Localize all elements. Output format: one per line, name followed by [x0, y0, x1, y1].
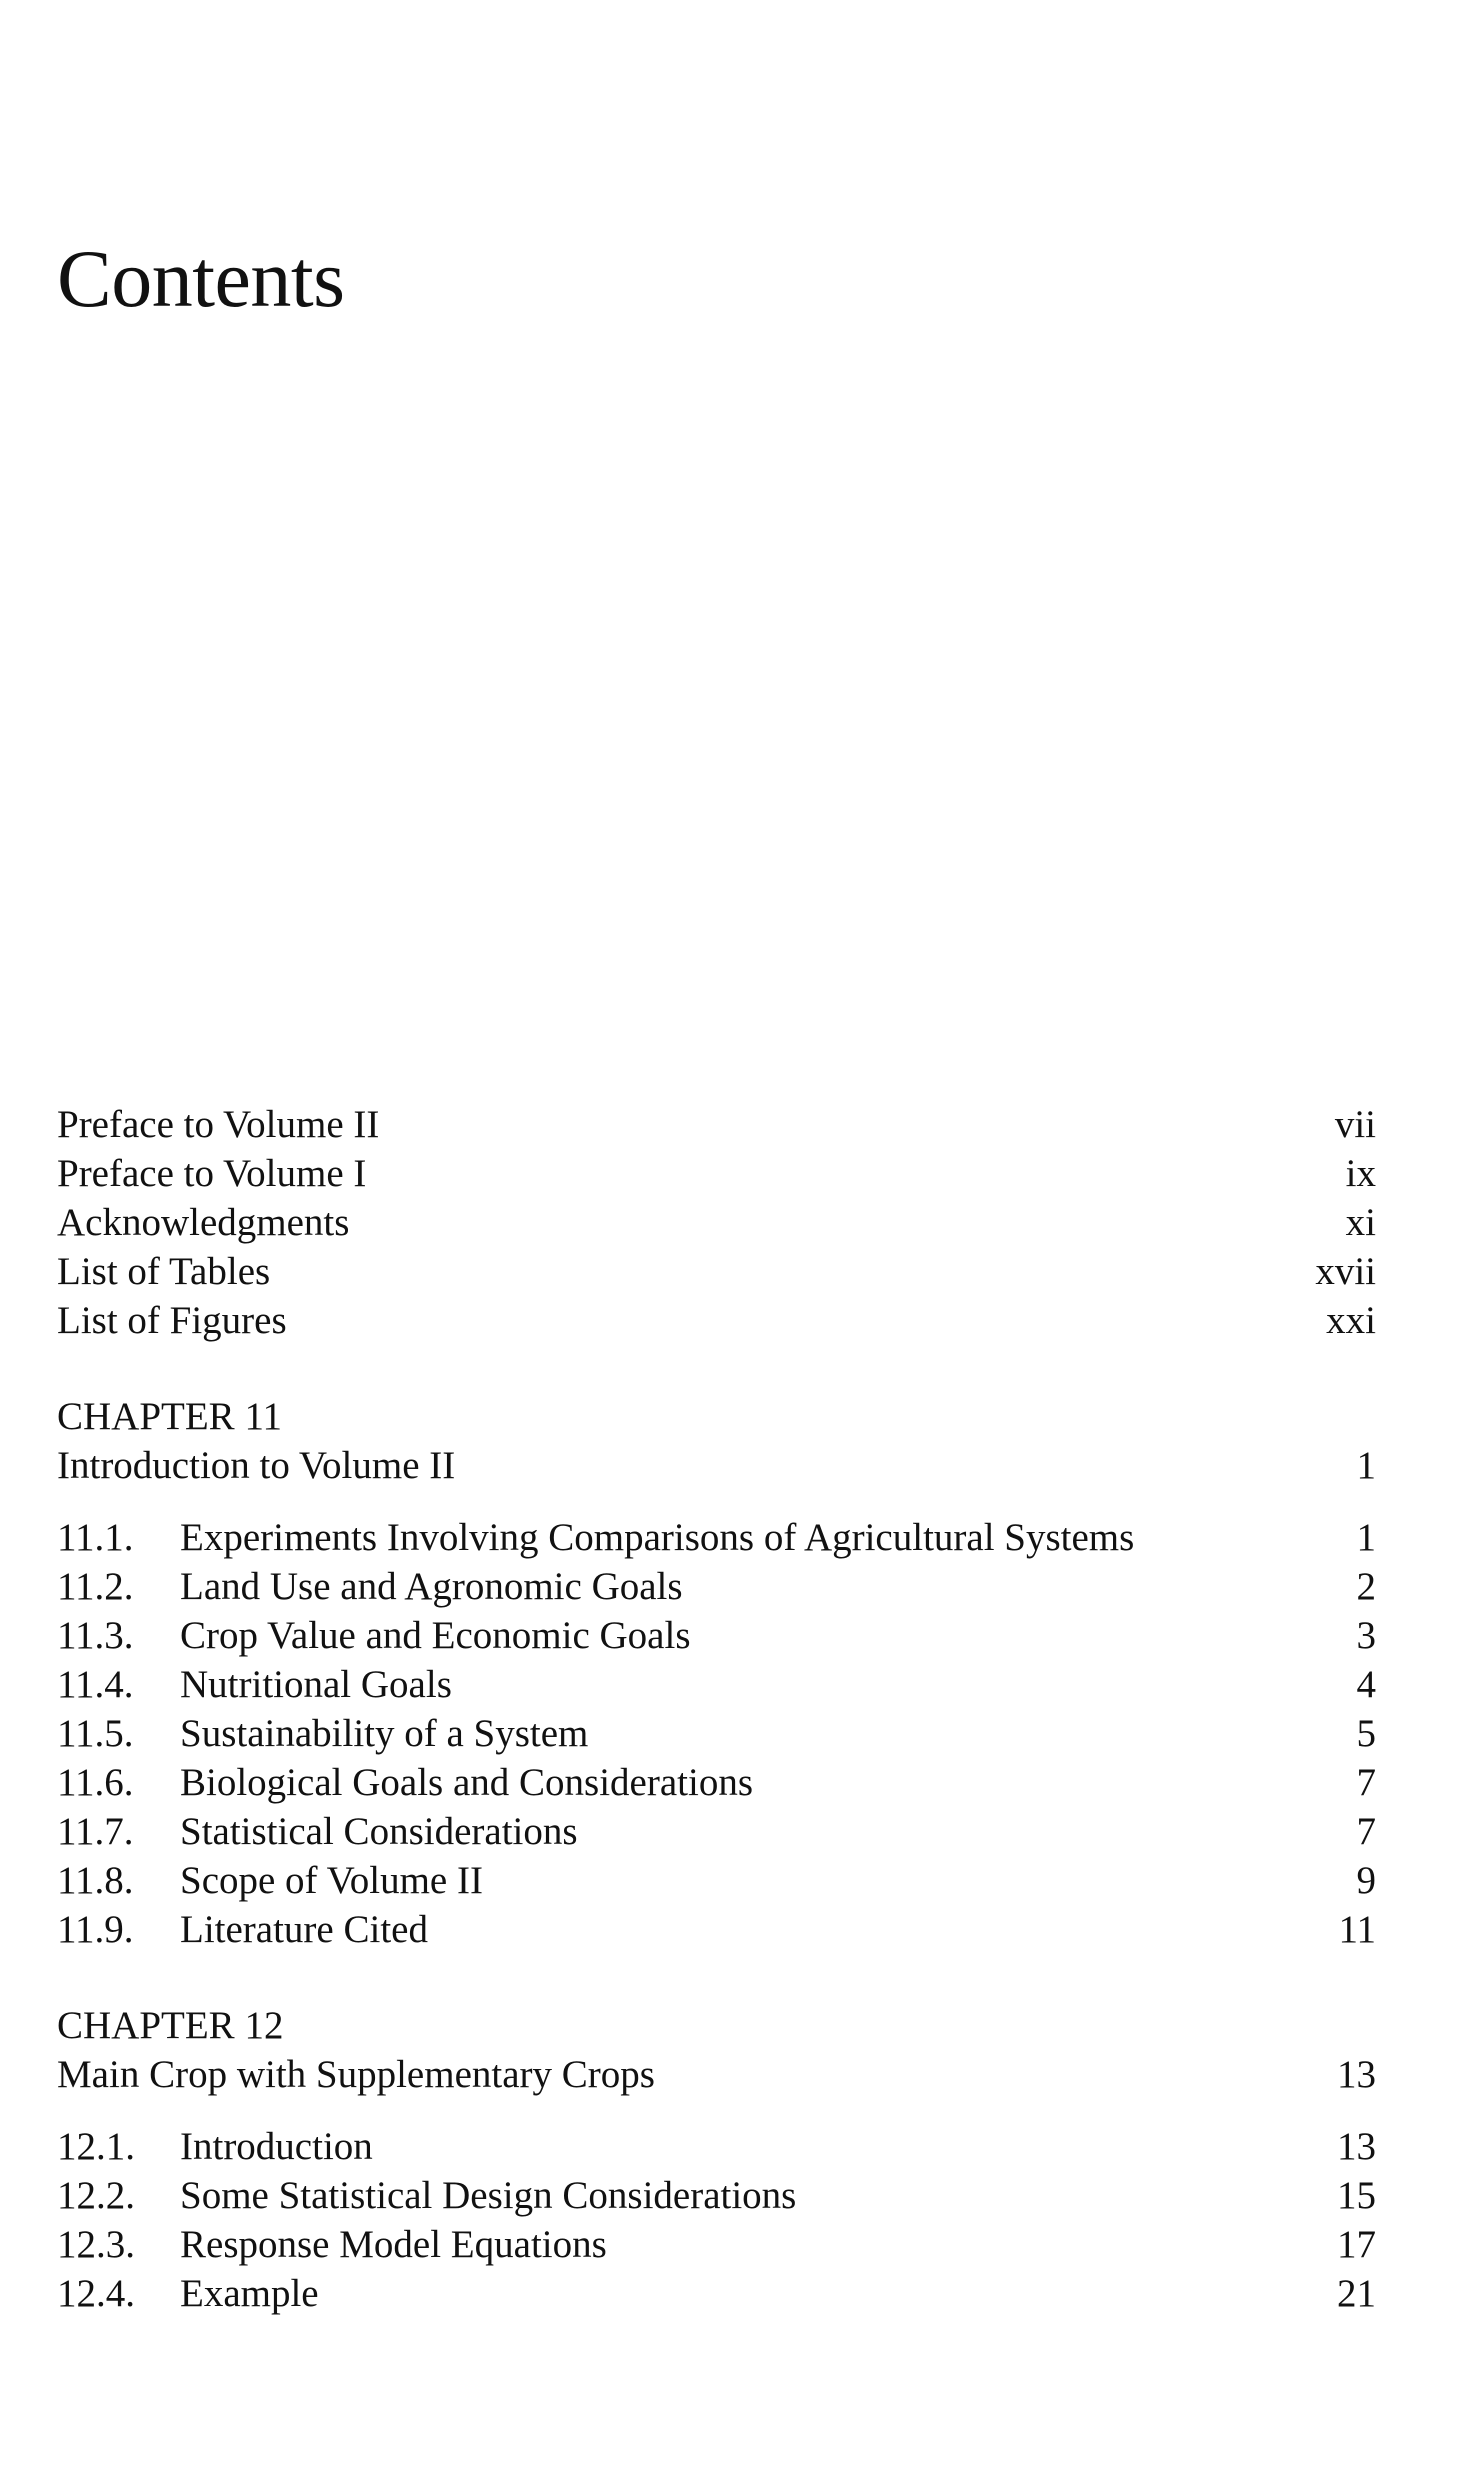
- entry-title: List of Figures: [57, 1299, 287, 1342]
- entry-page: 1: [1356, 1444, 1376, 1487]
- section-number: 12.4.: [57, 2272, 135, 2315]
- section-number: 11.6.: [57, 1761, 134, 1804]
- section-number: 11.8.: [57, 1859, 134, 1902]
- section-title: Crop Value and Economic Goals: [180, 1614, 691, 1657]
- section-number: 11.5.: [57, 1712, 134, 1755]
- toc-entry-list-of-figures[interactable]: [57, 1296, 1376, 1345]
- entry-page: 13: [1337, 2125, 1376, 2168]
- toc-section-entry[interactable]: [57, 2122, 1376, 2171]
- section-title: Biological Goals and Considerations: [180, 1761, 754, 1804]
- chapter-title-entry[interactable]: [57, 1441, 1376, 1490]
- section-number: 11.9.: [57, 1908, 134, 1951]
- section-number: 12.1.: [57, 2125, 135, 2168]
- section-number: 11.1.: [57, 1516, 134, 1559]
- page-title: Contents: [57, 233, 345, 324]
- toc-entry-preface-volume-1[interactable]: [57, 1149, 1376, 1198]
- toc-section-entry[interactable]: [57, 1807, 1376, 1856]
- chapter-label: CHAPTER 12: [57, 2004, 284, 2047]
- section-title: Introduction: [180, 2125, 373, 2168]
- section-list: [57, 2122, 1376, 2318]
- entry-page: 1: [1356, 1516, 1376, 1559]
- section-number: 12.2.: [57, 2174, 135, 2217]
- chapter-label: CHAPTER 11: [57, 1395, 282, 1438]
- toc-entry-preface-volume-2[interactable]: [57, 1100, 1376, 1149]
- section-number: 11.4.: [57, 1663, 134, 1706]
- section-title: Nutritional Goals: [180, 1663, 452, 1706]
- front-matter-list: [57, 1100, 1376, 1345]
- toc-section-entry[interactable]: [57, 1611, 1376, 1660]
- section-number: 12.3.: [57, 2223, 135, 2266]
- entry-page: 11: [1338, 1908, 1376, 1951]
- section-title: Some Statistical Design Considerations: [180, 2174, 797, 2217]
- entry-page: xvii: [1315, 1250, 1376, 1293]
- toc-section-entry[interactable]: [57, 2220, 1376, 2269]
- chapter-11: [57, 1392, 1376, 1954]
- toc-section-entry[interactable]: [57, 1562, 1376, 1611]
- section-title: Literature Cited: [180, 1908, 428, 1951]
- entry-title: List of Tables: [57, 1250, 271, 1293]
- section-number: 11.7.: [57, 1810, 134, 1853]
- entry-page: 4: [1356, 1663, 1376, 1706]
- section-title: Response Model Equations: [180, 2223, 607, 2266]
- section-title: Scope of Volume II: [180, 1859, 483, 1902]
- toc-section-entry[interactable]: [57, 1758, 1376, 1807]
- entry-page: ix: [1345, 1152, 1376, 1195]
- chapter-title: Main Crop with Supplementary Crops: [57, 2053, 655, 2096]
- entry-title: Preface to Volume I: [57, 1152, 367, 1195]
- entry-page: xi: [1345, 1201, 1376, 1244]
- chapter-title-entry[interactable]: [57, 2050, 1376, 2099]
- section-title: Experiments Involving Comparisons of Agricultural Systems: [180, 1516, 1135, 1559]
- entry-page: 7: [1356, 1761, 1376, 1804]
- section-number: 11.3.: [57, 1614, 134, 1657]
- entry-page: 17: [1337, 2223, 1376, 2266]
- toc-entry-list-of-tables[interactable]: [57, 1247, 1376, 1296]
- entry-page: 9: [1356, 1859, 1376, 1902]
- toc-section-entry[interactable]: [57, 2269, 1376, 2318]
- section-list: [57, 1513, 1376, 1954]
- entry-page: 13: [1337, 2053, 1376, 2096]
- section-number: 11.2.: [57, 1565, 134, 1608]
- entry-page: 3: [1356, 1614, 1376, 1657]
- toc-entry-acknowledgments[interactable]: [57, 1198, 1376, 1247]
- entry-page: 5: [1356, 1712, 1376, 1755]
- entry-page: vii: [1334, 1103, 1376, 1146]
- table-of-contents: [57, 1100, 1376, 2318]
- chapter-12: [57, 2001, 1376, 2318]
- entry-page: 2: [1356, 1565, 1376, 1608]
- section-title: Land Use and Agronomic Goals: [180, 1565, 683, 1608]
- section-title: Sustainability of a System: [180, 1712, 589, 1755]
- toc-section-entry[interactable]: [57, 1856, 1376, 1905]
- entry-title: Preface to Volume II: [57, 1103, 380, 1146]
- toc-section-entry[interactable]: [57, 2171, 1376, 2220]
- chapter-title: Introduction to Volume II: [57, 1444, 456, 1487]
- toc-section-entry[interactable]: [57, 1709, 1376, 1758]
- entry-page: 21: [1337, 2272, 1376, 2315]
- entry-page: 7: [1356, 1810, 1376, 1853]
- entry-page: 15: [1337, 2174, 1376, 2217]
- section-title: Statistical Considerations: [180, 1810, 578, 1853]
- entry-page: xxi: [1326, 1299, 1376, 1342]
- toc-section-entry[interactable]: [57, 1905, 1376, 1954]
- toc-section-entry[interactable]: [57, 1660, 1376, 1709]
- entry-title: Acknowledgments: [57, 1201, 350, 1244]
- toc-section-entry[interactable]: [57, 1513, 1376, 1562]
- section-title: Example: [180, 2272, 319, 2315]
